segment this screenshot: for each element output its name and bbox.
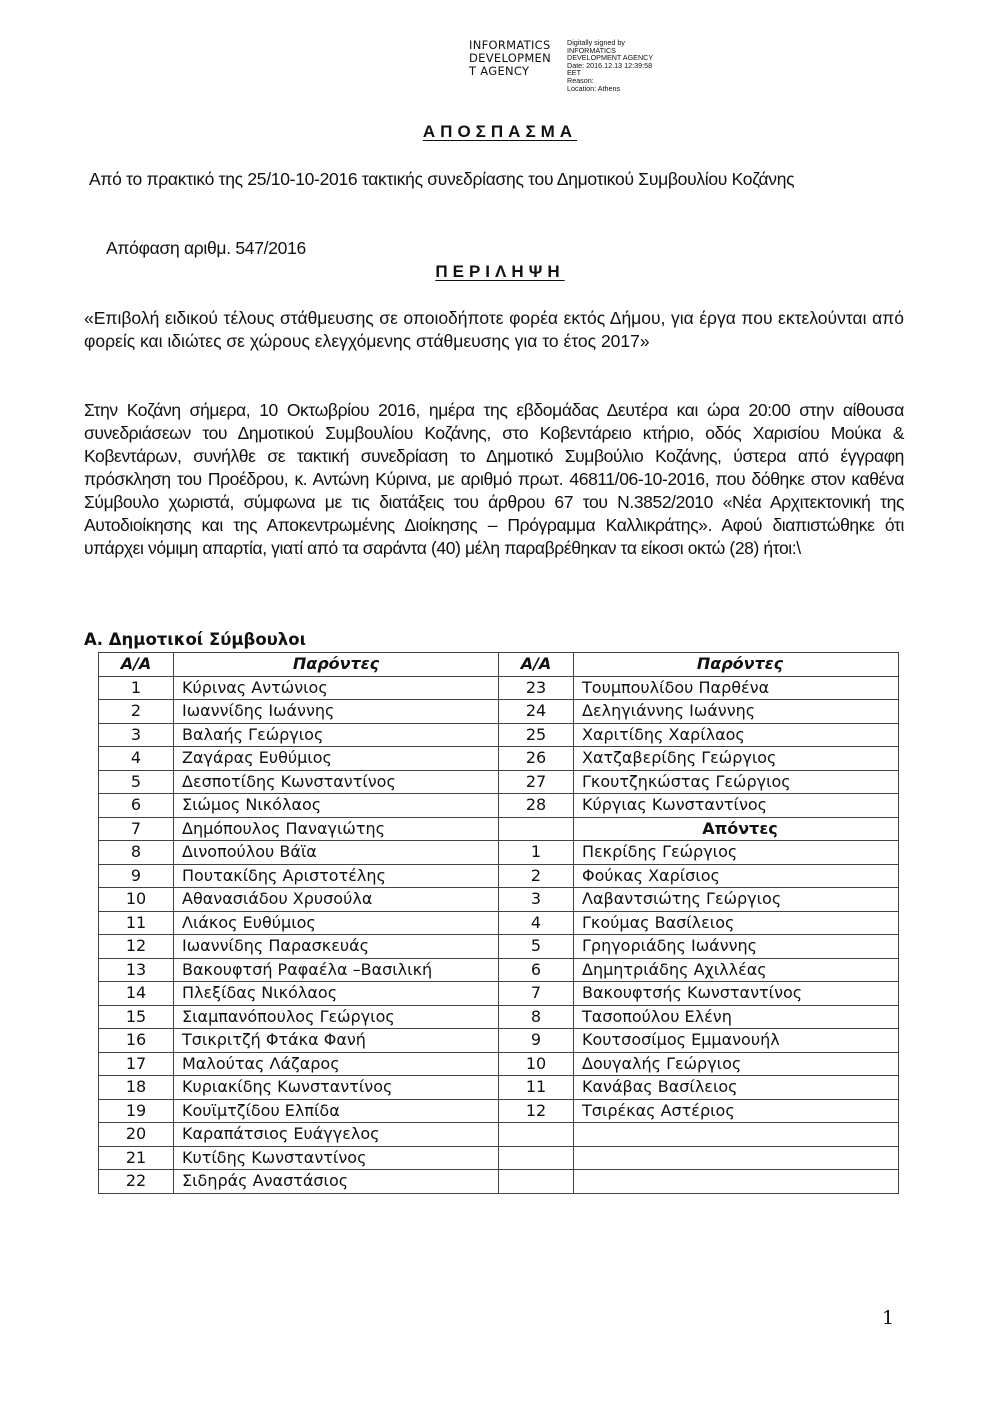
member-name-right: Δεληγιάννης Ιωάννης: [574, 700, 899, 724]
member-name-right: Τουμπουλίδου Παρθένα: [574, 676, 899, 700]
member-name-present: Τσικριτζή Φτάκα Φανή: [174, 1029, 499, 1053]
member-name-present: Καραπάτσιος Ευάγγελος: [174, 1123, 499, 1147]
row-number-present: 12: [99, 935, 174, 959]
table-row: [99, 794, 899, 818]
row-number-present: 11: [99, 911, 174, 935]
row-number-present: 8: [99, 841, 174, 865]
table-row: [99, 1123, 899, 1147]
table-row: [99, 1146, 899, 1170]
member-name-right: Δημητριάδης Αχιλλέας: [574, 958, 899, 982]
row-number-right: 26: [499, 747, 574, 771]
table-row: [99, 1052, 899, 1076]
member-name-present: Ιωαννίδης Ιωάννης: [174, 700, 499, 724]
member-name-right: [574, 1146, 899, 1170]
row-number-present: 2: [99, 700, 174, 724]
member-name-present: Σιώμος Νικόλαος: [174, 794, 499, 818]
intro-text: Από το πρακτικό της 25/10-10-2016 τακτικής συνεδρίασης του Δημοτικού Συμβουλίου Κοζάνης: [89, 169, 795, 189]
member-name-present: Σιδηράς Αναστάσιος: [174, 1170, 499, 1194]
table-row: [99, 864, 899, 888]
absent-heading: Απόντες: [574, 817, 899, 841]
table-row: [99, 1170, 899, 1194]
row-number-present: 3: [99, 723, 174, 747]
members-table: [98, 652, 899, 1194]
row-number-present: 6: [99, 794, 174, 818]
row-number-present: 17: [99, 1052, 174, 1076]
member-name-present: Δεσποτίδης Κωνσταντίνος: [174, 770, 499, 794]
section-heading: Α. Δημοτικοί Σύμβουλοι: [84, 630, 307, 649]
document-title: ΑΠΟΣΠΑΣΜΑ: [422, 122, 578, 141]
member-name-right: Φούκας Χαρίσιος: [574, 864, 899, 888]
member-name-right: Δουγαλής Γεώργιος: [574, 1052, 899, 1076]
member-name-right: Λαβαντσιώτης Γεώργιος: [574, 888, 899, 912]
header-present-1: Παρόντες: [174, 653, 499, 677]
row-number-right: 12: [499, 1099, 574, 1123]
digital-signature: [469, 39, 653, 92]
member-name-right: Κύργιας Κωνσταντίνος: [574, 794, 899, 818]
row-number-present: 20: [99, 1123, 174, 1147]
member-name-right: Γρηγοριάδης Ιωάννης: [574, 935, 899, 959]
signer-name: INFORMATICS DEVELOPMEN T AGENCY: [469, 38, 552, 78]
row-number-present: 15: [99, 1005, 174, 1029]
member-name-right: Βακουφτσής Κωνσταντίνος: [574, 982, 899, 1006]
member-name-present: Κυριακίδης Κωνσταντίνος: [174, 1076, 499, 1100]
summary-text: «Επιβολή ειδικού τέλους στάθμευσης σε οποιοδήποτε φορέα εκτός Δήμου, για έργα που εκτελούνται από φορείς και ιδιώτες σε χώρους ελεγχόμενης στάθμευσης για το έτος 2017»: [84, 308, 904, 351]
table-row: [99, 935, 899, 959]
member-name-present: Πουτακίδης Αριστοτέλης: [174, 864, 499, 888]
table-row: [99, 958, 899, 982]
row-number-right: 25: [499, 723, 574, 747]
table-row: [99, 817, 899, 841]
table-row: [99, 700, 899, 724]
row-number-right: 8: [499, 1005, 574, 1029]
member-name-present: Μαλούτας Λάζαρος: [174, 1052, 499, 1076]
member-name-right: Γκουτζηκώστας Γεώργιος: [574, 770, 899, 794]
row-number-present: 9: [99, 864, 174, 888]
row-number-present: 5: [99, 770, 174, 794]
member-name-present: Κύρινας Αντώνιος: [174, 676, 499, 700]
row-number-present: 10: [99, 888, 174, 912]
row-number-present: 7: [99, 817, 174, 841]
member-name-present: Βαλαής Γεώργιος: [174, 723, 499, 747]
row-number-right: 11: [499, 1076, 574, 1100]
table-header-row: [99, 653, 899, 677]
member-name-present: Πλεξίδας Νικόλαος: [174, 982, 499, 1006]
row-number-present: 4: [99, 747, 174, 771]
table-row: [99, 982, 899, 1006]
member-name-right: Γκούμας Βασίλειος: [574, 911, 899, 935]
decision-number: Απόφαση αριθμ. 547/2016: [106, 238, 306, 258]
row-number-present: 16: [99, 1029, 174, 1053]
member-name-present: Δινοπούλου Βάϊα: [174, 841, 499, 865]
page-number: 1: [882, 1307, 895, 1329]
row-number-right: 9: [499, 1029, 574, 1053]
row-number-right: 6: [499, 958, 574, 982]
table-row: [99, 1029, 899, 1053]
member-name-present: Κουϊμτζίδου Ελπίδα: [174, 1099, 499, 1123]
table-row: [99, 911, 899, 935]
row-number-present: 22: [99, 1170, 174, 1194]
body-text: Στην Κοζάνη σήμερα, 10 Οκτωβρίου 2016, ημέρα της εβδομάδας Δευτέρα και ώρα 20:00 στην αίθουσα συνεδριάσεων του Δημοτικού Συμβουλίου Κοζάνης, στο Κοβεντάρειο κτήριο, οδός Χαρισίου Μούκα & Κοβεντάρων, συνήλθε σε τακτική συνεδρίαση το Δημοτικό Συμβούλιο Κοζάνης, ύστερα από έγγραφη πρόσκληση του Προέδρου, κ. Αντώνη Κύρινα, με αριθμό πρωτ. 46811/06-10-2016, που δόθηκε στον καθένα Σύμβουλο χωριστά, σύμφωνα με τις διατάξεις του άρθρου 67 του Ν.3852/2010 «Νέα Αρχιτεκτονική της Αυτοδιοίκησης και της Αποκεντρωμένης Διοίκησης – Πρόγραμμα Καλλικράτης». Αφού διαπιστώθηκε ότι υπάρχει νόμιμη απαρτία, γιατί από τα σαράντα (40) μέλη παραβρέθηκαν τα είκοσι οκτώ (28) ήτοι:\: [84, 400, 904, 558]
row-number-present: 1: [99, 676, 174, 700]
summary-heading: ΠΕΡΙΛΗΨΗ: [435, 262, 565, 281]
member-name-present: Λιάκος Ευθύμιος: [174, 911, 499, 935]
row-number-present: 14: [99, 982, 174, 1006]
member-name-present: Ιωαννίδης Παρασκευάς: [174, 935, 499, 959]
member-name-present: Σιαμπανόπουλος Γεώργιος: [174, 1005, 499, 1029]
row-number-present: 13: [99, 958, 174, 982]
header-present-2: Παρόντες: [574, 653, 899, 677]
header-aa-2: Α/Α: [499, 653, 574, 677]
row-number-right: 24: [499, 700, 574, 724]
member-name-present: Δημόπουλος Παναγιώτης: [174, 817, 499, 841]
member-name-present: Βακουφτσή Ραφαέλα –Βασιλική: [174, 958, 499, 982]
member-name-right: [574, 1170, 899, 1194]
member-name-right: Πεκρίδης Γεώργιος: [574, 841, 899, 865]
row-number-present: 18: [99, 1076, 174, 1100]
table-row: [99, 723, 899, 747]
row-number-right: [499, 1146, 574, 1170]
signature-details: Digitally signed by INFORMATICS DEVELOPMENT AGENCY Date: 2016.12.13 12:39:58 EET Reason: Location: Athens: [567, 38, 654, 93]
table-row: [99, 770, 899, 794]
row-number-right: 3: [499, 888, 574, 912]
header-aa-1: Α/Α: [99, 653, 174, 677]
row-number-right: [499, 1123, 574, 1147]
member-name-right: Τασοπούλου Ελένη: [574, 1005, 899, 1029]
row-number-right: 28: [499, 794, 574, 818]
table-row: [99, 888, 899, 912]
member-name-present: Ζαγάρας Ευθύμιος: [174, 747, 499, 771]
member-name-right: Χαριτίδης Χαρίλαος: [574, 723, 899, 747]
row-number-right: 4: [499, 911, 574, 935]
table-row: [99, 676, 899, 700]
row-number-right: 1: [499, 841, 574, 865]
member-name-present: Αθανασιάδου Χρυσούλα: [174, 888, 499, 912]
row-number-present: 21: [99, 1146, 174, 1170]
table-row: [99, 1076, 899, 1100]
row-number-right: 2: [499, 864, 574, 888]
member-name-right: Τσιρέκας Αστέριος: [574, 1099, 899, 1123]
row-number-present: 19: [99, 1099, 174, 1123]
member-name-right: Χατζαβερίδης Γεώργιος: [574, 747, 899, 771]
member-name-present: Κυτίδης Κωνσταντίνος: [174, 1146, 499, 1170]
row-number-right: 27: [499, 770, 574, 794]
member-name-right: Κουτσοσίμος Εμμανουήλ: [574, 1029, 899, 1053]
row-number-right: 5: [499, 935, 574, 959]
row-number-right: [499, 817, 574, 841]
member-name-right: Κανάβας Βασίλειος: [574, 1076, 899, 1100]
row-number-right: 10: [499, 1052, 574, 1076]
row-number-right: 23: [499, 676, 574, 700]
table-row: [99, 1099, 899, 1123]
row-number-right: [499, 1170, 574, 1194]
member-name-right: [574, 1123, 899, 1147]
row-number-right: 7: [499, 982, 574, 1006]
table-row: [99, 841, 899, 865]
table-row: [99, 1005, 899, 1029]
table-row: [99, 747, 899, 771]
